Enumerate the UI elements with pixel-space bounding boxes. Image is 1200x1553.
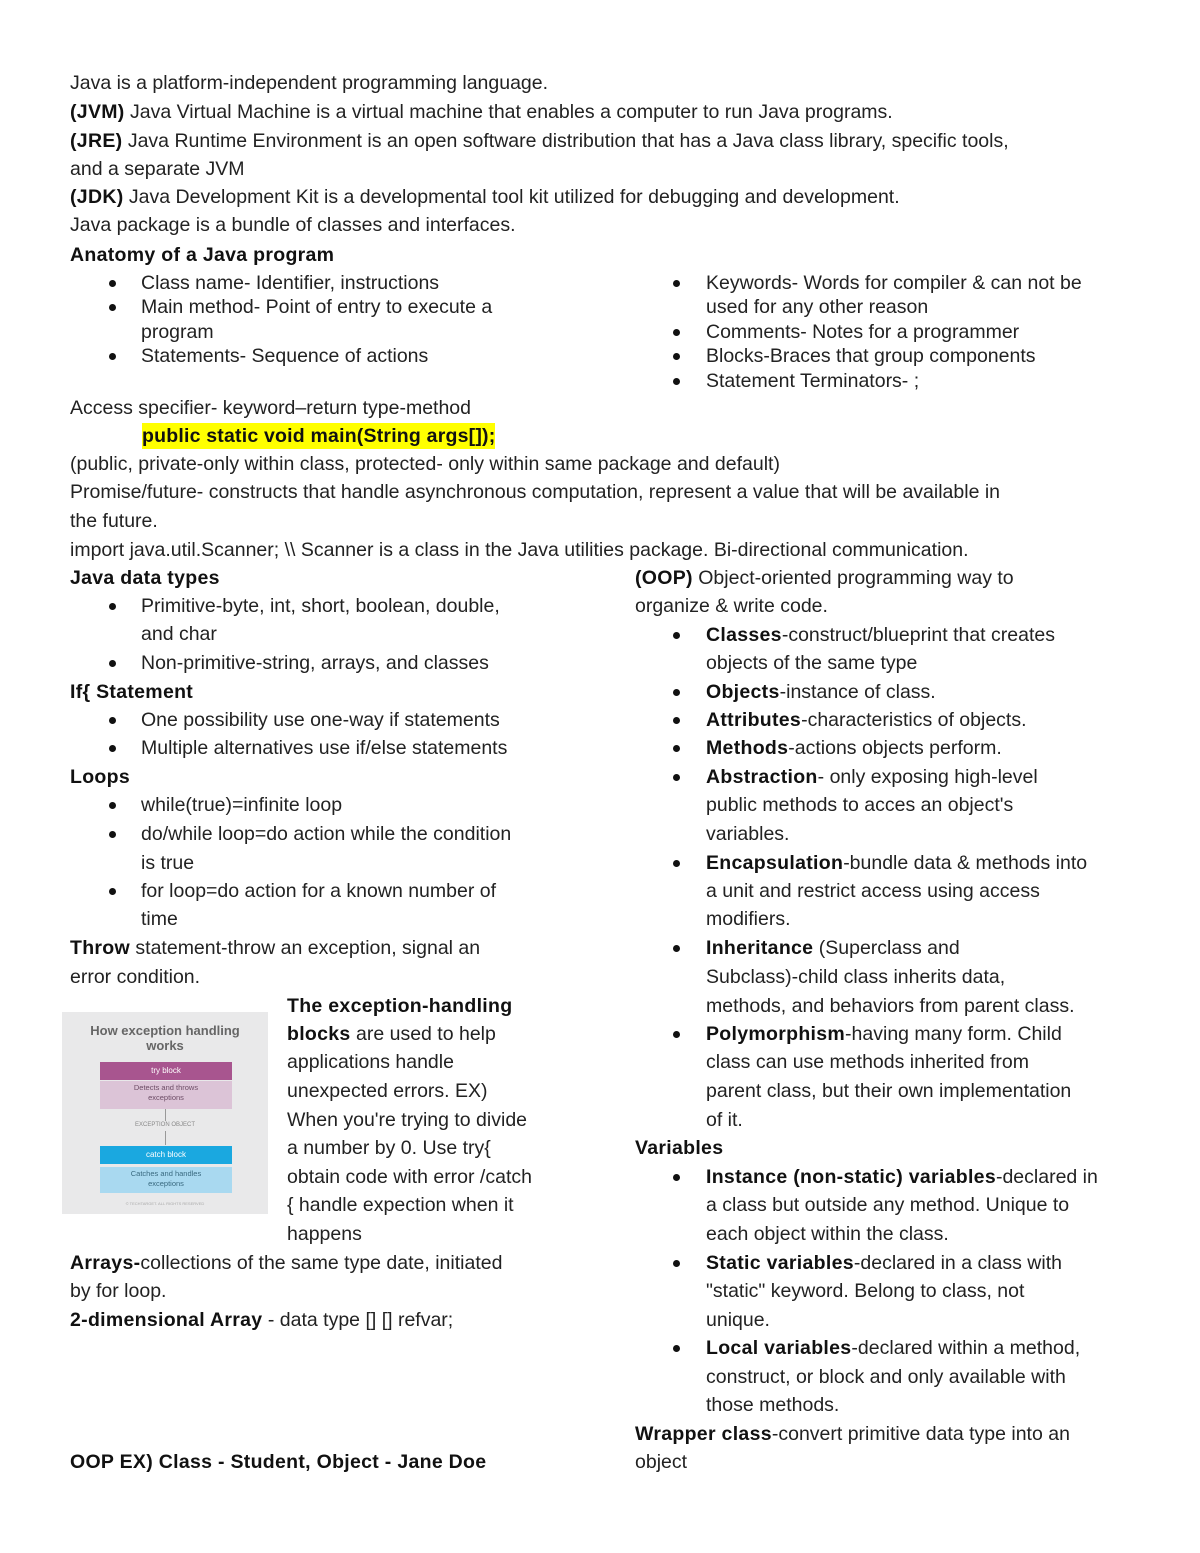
item-term: Objects (706, 681, 780, 703)
exception-blocks-term: blocks (287, 1023, 351, 1045)
import-line: import java.util.Scanner; \\ Scanner is a class in the Java utilities package. Bi-directional communication. (70, 539, 969, 561)
figure-copyright: © TECHTARGET. ALL RIGHTS RESERVED (125, 1201, 205, 1206)
item-text: (Superclass and (813, 937, 960, 959)
bullet (673, 1031, 680, 1038)
bullet (673, 1345, 680, 1352)
exception-text: are used to help (350, 1023, 496, 1045)
bullet (673, 280, 680, 287)
item-term: Encapsulation (706, 852, 844, 874)
bullet (673, 745, 680, 752)
anatomy-item-keywords-cont: used for any other reason (706, 296, 929, 318)
if-heading: If{ Statement (70, 681, 194, 703)
oop-item-cont: class can use methods inherited from (706, 1051, 1029, 1073)
exception-line: happens (287, 1223, 362, 1245)
oop-item-inheritance (706, 934, 960, 962)
jre-line (70, 127, 1009, 155)
loop-item: do/while loop=do action while the condition (141, 823, 512, 845)
throw-text: statement-throw an exception, signal an (130, 937, 481, 959)
try-sub-line: exceptions (148, 1093, 184, 1102)
jre-term: (JRE) (70, 130, 123, 152)
exception-line: applications handle (287, 1051, 454, 1073)
loop-item-cont: time (141, 908, 178, 930)
anatomy-item-blocks: Blocks-Braces that group components (706, 345, 1036, 367)
bullet (673, 378, 680, 385)
bullet (109, 888, 116, 895)
item-term: Local variables (706, 1337, 852, 1359)
item-term: Methods (706, 737, 789, 759)
bullet (673, 860, 680, 867)
loop-item: while(true)=infinite loop (141, 794, 343, 816)
array-2d-term: 2-dimensional Array (70, 1309, 263, 1331)
item-text: -actions objects perform. (788, 737, 1002, 759)
item-term: Classes (706, 624, 782, 646)
variable-cont: each object within the class. (706, 1223, 949, 1245)
arrays-text: collections of the same type date, initiated (140, 1252, 503, 1274)
exception-heading: The exception-handling (287, 995, 513, 1017)
jdk-line (70, 183, 900, 211)
data-type-non-primitive: Non-primitive-string, arrays, and classes (141, 652, 489, 674)
try-block-box: try block (100, 1062, 232, 1080)
try-block-description (100, 1081, 232, 1109)
data-types-heading: Java data types (70, 567, 220, 589)
anatomy-item-main-method-cont: program (141, 321, 214, 343)
jre-text: Java Runtime Environment is an open software distribution that has a Java class library, specific tools, (122, 130, 1009, 152)
exception-line: a number by 0. Use try{ (287, 1137, 491, 1159)
array-2d-text: - data type [] [] refvar; (262, 1309, 454, 1331)
figure-title: How exception handling (90, 1023, 240, 1038)
arrays-term: Arrays- (70, 1252, 141, 1274)
wrapper-cont-line: object (635, 1451, 688, 1473)
exception-line: obtain code with error /catch (287, 1166, 532, 1188)
item-text: -declared within a method, (851, 1337, 1081, 1359)
oop-item-abstraction (706, 763, 1038, 791)
oop-item-methods (706, 734, 1002, 762)
bullet (673, 329, 680, 336)
item-term: Static variables (706, 1252, 854, 1274)
loop-item-cont: is true (141, 852, 195, 874)
throw-term: Throw (70, 937, 130, 959)
loops-heading: Loops (70, 766, 130, 788)
arrays-line (70, 1249, 502, 1277)
oop-term: (OOP) (635, 567, 693, 589)
if-item: Multiple alternatives use if/else statements (141, 737, 508, 759)
variable-static (706, 1249, 1062, 1277)
bullet (673, 1260, 680, 1267)
anatomy-item-terminators: Statement Terminators- ; (706, 370, 920, 392)
bullet (673, 774, 680, 781)
item-term: Attributes (706, 709, 802, 731)
oop-item-polymorphism (706, 1020, 1062, 1048)
loop-item: for loop=do action for a known number of (141, 880, 497, 902)
wrapper-term: Wrapper class (635, 1423, 772, 1445)
bullet (673, 353, 680, 360)
anatomy-heading: Anatomy of a Java program (70, 244, 335, 266)
bullet (109, 802, 116, 809)
oop-item-cont: methods, and behaviors from parent class. (706, 995, 1075, 1017)
java-intro-line: Java is a platform-independent programming language. (70, 72, 549, 94)
anatomy-item-main-method: Main method- Point of entry to execute a (141, 296, 493, 318)
oop-text: Object-oriented programming way to (692, 567, 1014, 589)
bullet (109, 717, 116, 724)
item-text: - only exposing high-level (817, 766, 1038, 788)
oop-item-cont: variables. (706, 823, 790, 845)
anatomy-item-statements: Statements- Sequence of actions (141, 345, 429, 367)
item-term: Abstraction (706, 766, 818, 788)
variable-local (706, 1334, 1080, 1362)
bullet (109, 660, 116, 667)
item-text: -declared in a class with (853, 1252, 1062, 1274)
connector-line (165, 1131, 166, 1145)
item-text: -instance of class. (779, 681, 936, 703)
data-type-primitive: Primitive-byte, int, short, boolean, double, (141, 595, 500, 617)
oop-item-cont: public methods to acces an object's (706, 794, 1014, 816)
variable-instance (706, 1163, 1098, 1191)
main-method-code: public static void main(String args[]); (142, 425, 496, 447)
jdk-text: Java Development Kit is a developmental tool kit utilized for debugging and development. (123, 186, 900, 208)
variable-cont: "static" keyword. Belong to class, not (706, 1280, 1025, 1302)
exception-line (287, 1020, 496, 1048)
if-item: One possibility use one-way if statements (141, 709, 500, 731)
bullet (109, 603, 116, 610)
item-text: -declared in (995, 1166, 1098, 1188)
item-text: -having many form. Child (845, 1023, 1062, 1045)
wrapper-text: -convert primitive data type into an (771, 1423, 1070, 1445)
bullet (673, 689, 680, 696)
bullet (673, 717, 680, 724)
oop-item-cont: Subclass)-child class inherits data, (706, 966, 1006, 988)
throw-cont-line: error condition. (70, 966, 201, 988)
wrapper-line (635, 1420, 1070, 1448)
bullet (109, 304, 116, 311)
oop-item-cont: a unit and restrict access using access (706, 880, 1040, 902)
item-text: -bundle data & methods into (843, 852, 1088, 874)
exception-line: unexpected errors. EX) (287, 1080, 488, 1102)
bullet (109, 353, 116, 360)
oop-cont-line: organize & write code. (635, 595, 828, 617)
promise-cont-line: the future. (70, 510, 158, 532)
jvm-line (70, 98, 893, 126)
oop-item-objects (706, 678, 936, 706)
bullet (673, 632, 680, 639)
exception-line: { handle expection when it (287, 1194, 514, 1216)
oop-item-cont: parent class, but their own implementation (706, 1080, 1072, 1102)
anatomy-item-comments: Comments- Notes for a programmer (706, 321, 1020, 343)
jdk-term: (JDK) (70, 186, 124, 208)
anatomy-item-class-name: Class name- Identifier, instructions (141, 272, 440, 294)
oop-line (635, 564, 1014, 592)
bullet (109, 280, 116, 287)
data-type-primitive-cont: and char (141, 623, 217, 645)
catch-block-box: catch block (100, 1146, 232, 1164)
variables-heading: Variables (635, 1137, 724, 1159)
oop-example-line: OOP EX) Class - Student, Object - Jane Doe (70, 1451, 487, 1473)
item-text: -characteristics of objects. (801, 709, 1027, 731)
connector-line (165, 1109, 166, 1121)
package-line: Java package is a bundle of classes and interfaces. (70, 214, 516, 236)
jvm-text: Java Virtual Machine is a virtual machine that enables a computer to run Java programs. (124, 101, 893, 123)
bullet (673, 1174, 680, 1181)
bullet (109, 831, 116, 838)
try-sub-line: Detects and throws (133, 1083, 199, 1092)
catch-block-description (100, 1167, 232, 1193)
oop-item-classes (706, 621, 1055, 649)
item-text: -construct/blueprint that creates (781, 624, 1055, 646)
oop-item-attributes (706, 706, 1027, 734)
array-2d-line (70, 1306, 453, 1334)
bullet (673, 945, 680, 952)
variable-cont: unique. (706, 1309, 770, 1331)
promise-line: Promise/future- constructs that handle asynchronous computation, represent a value that will be available in (70, 481, 1001, 503)
modifiers-line: (public, private-only within class, protected- only within same package and default) (70, 453, 780, 475)
catch-sub-line: exceptions (148, 1179, 184, 1188)
exception-handling-figure (62, 1012, 268, 1214)
exception-object-label: EXCEPTION OBJECT (134, 1122, 195, 1128)
oop-item-encapsulation (706, 849, 1087, 877)
exception-line: When you're trying to divide (287, 1109, 528, 1131)
jre-cont-line: and a separate JVM (70, 158, 245, 180)
access-specifier-line: Access specifier- keyword–return type-method (70, 397, 471, 419)
item-term: Inheritance (706, 937, 814, 959)
variable-cont: construct, or block and only available with (706, 1366, 1066, 1388)
throw-line (70, 934, 480, 962)
oop-item-cont: objects of the same type (706, 652, 918, 674)
oop-item-cont: of it. (706, 1109, 743, 1131)
item-term: Instance (non-static) variables (706, 1166, 996, 1188)
variable-cont: those methods. (706, 1394, 840, 1416)
figure-title-cont: works (146, 1038, 184, 1053)
arrays-cont-line: by for loop. (70, 1280, 167, 1302)
oop-item-cont: modifiers. (706, 908, 791, 930)
catch-sub-line: Catches and handles (130, 1169, 202, 1178)
bullet (109, 745, 116, 752)
anatomy-item-keywords: Keywords- Words for compiler & can not be (706, 272, 1082, 294)
item-term: Polymorphism (706, 1023, 846, 1045)
variable-cont: a class but outside any method. Unique to (706, 1194, 1070, 1216)
jvm-term: (JVM) (70, 101, 125, 123)
